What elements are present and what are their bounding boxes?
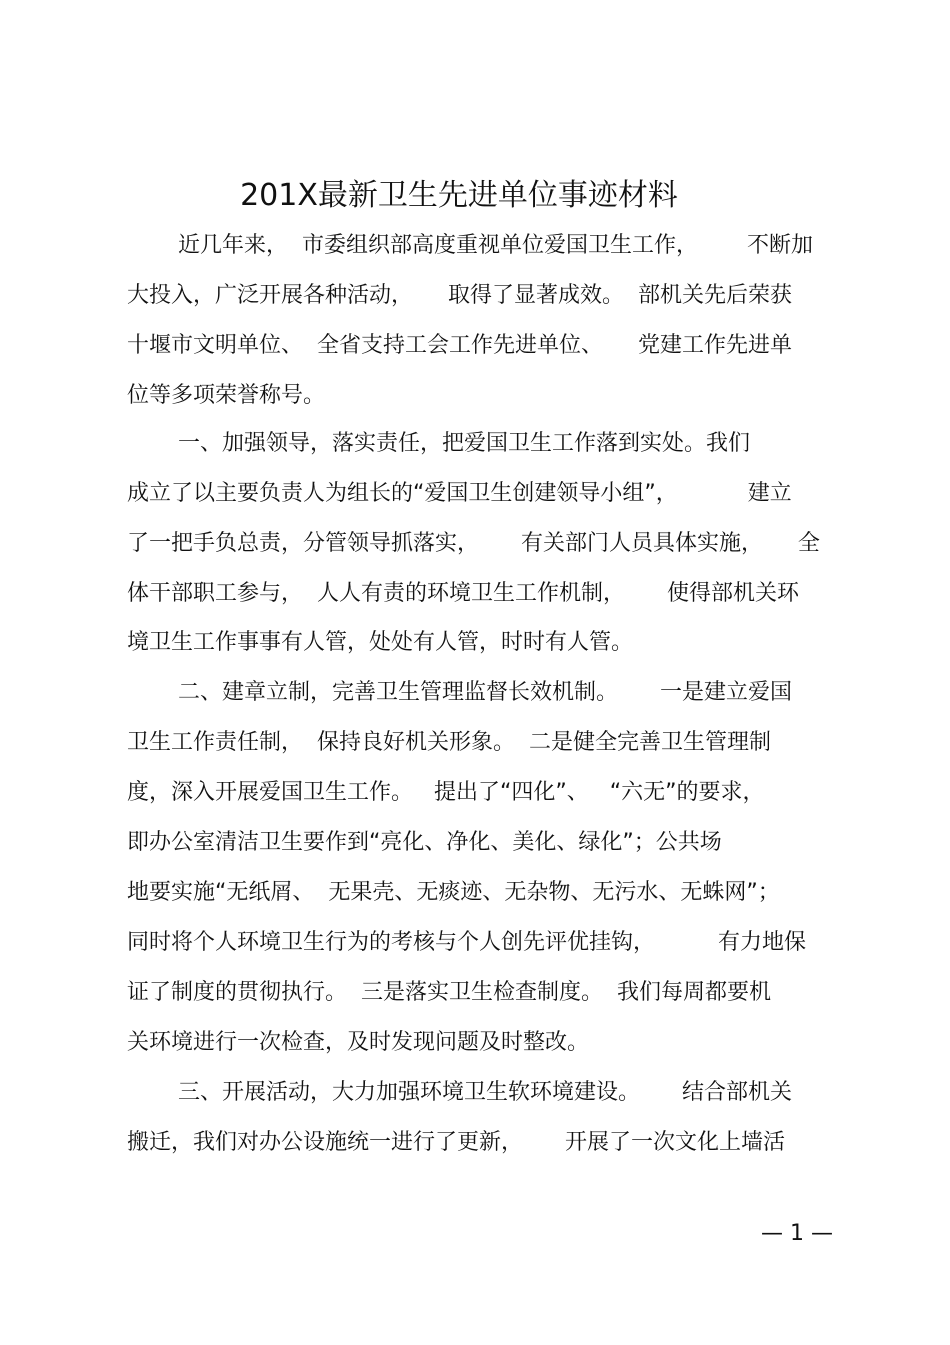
- paragraph-line: 地要实施“无纸屑、 无果壳、无痰迹、无杂物、无污水、无蛛网”；: [127, 880, 780, 905]
- paragraph-line: 度，深入开展爱国卫生工作。 提出了“四化”、 “六无”的要求，: [127, 780, 765, 805]
- paragraph-line: 成立了以主要负责人为组长的“爱国卫生创建领导小组”， 建立: [127, 481, 792, 506]
- paragraph-line: 卫生工作责任制， 保持良好机关形象。 二是健全完善卫生管理制: [127, 730, 771, 755]
- paragraph-line: 二、建章立制，完善卫生管理监督长效机制。 一是建立爱国: [178, 680, 792, 705]
- paragraph-line: 十堰市文明单位、 全省支持工会工作先进单位、 党建工作先进单: [127, 333, 792, 358]
- paragraph-line: 证了制度的贯彻执行。 三是落实卫生检查制度。 我们每周都要机: [127, 980, 771, 1005]
- paragraph-line: 一、加强领导，落实责任，把爱国卫生工作落到实处。我们: [178, 431, 751, 456]
- paragraph-line: 搬迁，我们对办公设施统一进行了更新， 开展了一次文化上墙活: [127, 1130, 785, 1155]
- document-title: 201X最新卫生先进单位事迹材料: [240, 178, 678, 213]
- paragraph-line: 大投入，广泛开展各种活动， 取得了显著成效。 部机关先后荣获: [127, 283, 792, 308]
- paragraph-line: 即办公室清洁卫生要作到“亮化、净化、美化、绿化”；公共场: [127, 830, 722, 855]
- paragraph-line: 了一把手负总责，分管领导抓落实， 有关部门人员具体实施， 全: [127, 531, 820, 556]
- paragraph-line: 近几年来， 市委组织部高度重视单位爱国卫生工作， 不断加: [178, 233, 813, 258]
- paragraph-line: 三、开展活动，大力加强环境卫生软环境建设。 结合部机关: [178, 1080, 792, 1105]
- paragraph-line: 境卫生工作事事有人管，处处有人管，时时有人管。: [127, 630, 634, 655]
- paragraph-line: 位等多项荣誉称号。: [127, 383, 326, 408]
- paragraph-line: 体干部职工参与， 人人有责的环境卫生工作机制， 使得部机关环: [127, 581, 799, 606]
- paragraph-line: 关环境进行一次检查，及时发现问题及时整改。: [127, 1030, 590, 1055]
- paragraph-line: 同时将个人环境卫生行为的考核与个人创先评优挂钩， 有力地保: [127, 930, 806, 955]
- page-number: — 1 —: [761, 1221, 833, 1246]
